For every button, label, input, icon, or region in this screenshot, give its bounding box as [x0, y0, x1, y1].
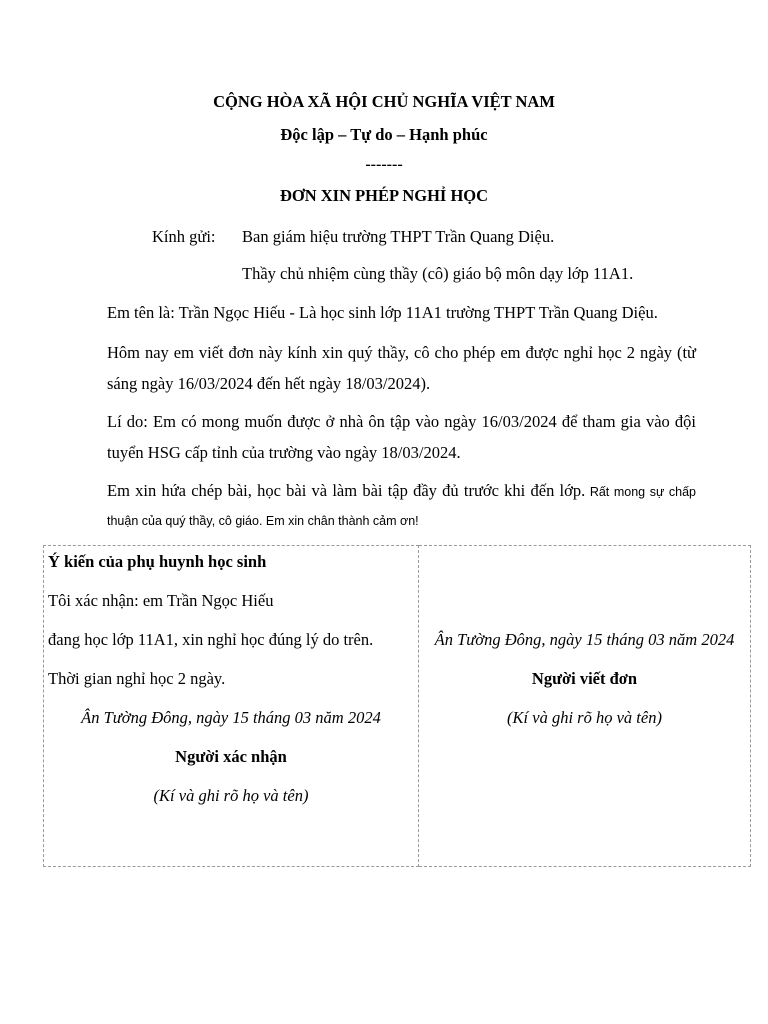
reason-paragraph: Lí do: Em có mong muốn được ở nhà ôn tập vào ngày 16/03/2024 để tham gia vào đội tuyển HSG cấp tỉnh của trường vào ngày 18/03/2024. [107, 412, 696, 462]
parent-sign-note: (Kí và ghi rõ họ và tên) [153, 786, 309, 805]
parent-line-3: Thời gian nghỉ học 2 ngày. [48, 669, 226, 688]
recipient-line-1: Ban giám hiệu trường THPT Trần Quang Diệu. [242, 227, 555, 246]
writer-role: Người viết đơn [531, 669, 638, 688]
promise-paragraph [107, 477, 696, 535]
recipient-label: Kính gửi: [152, 227, 216, 246]
promise-main-text: Em xin hứa chép bài, học bài và làm bài tập đầy đủ trước khi đến lớp. [107, 481, 586, 500]
parent-heading: Ý kiến của phụ huynh học sinh [48, 552, 267, 571]
nation-heading: CỘNG HÒA XÃ HỘI CHỦ NGHĨA VIỆT NAM [213, 92, 555, 111]
separator-line: ------- [365, 156, 403, 173]
request-paragraph: Hôm nay em viết đơn này kính xin quý thầy, cô cho phép em được nghỉ học 2 ngày (từ sáng ngày 16/03/2024 đến hết ngày 18/03/2024). [107, 343, 696, 393]
writer-date: Ân Tường Đông, ngày 15 tháng 03 năm 2024 [434, 630, 735, 649]
promise-tail-text: Rất mong sự chấp thuận của quý thầy, cô giáo. Em xin chân thành cảm ơn! [107, 485, 696, 528]
intro-paragraph: Em tên là: Trần Ngọc Hiếu - Là học sinh lớp 11A1 trường THPT Trần Quang Diệu. [107, 303, 658, 322]
parent-opinion-cell [44, 546, 419, 867]
motto-heading: Độc lập – Tự do – Hạnh phúc [280, 125, 488, 144]
parent-date: Ân Tường Đông, ngày 15 tháng 03 năm 2024 [81, 708, 381, 727]
parent-line-2: đang học lớp 11A1, xin nghỉ học đúng lý do trên. [48, 630, 374, 649]
signature-table [43, 545, 751, 867]
recipient-line-2: Thầy chủ nhiệm cùng thầy (cô) giáo bộ môn dạy lớp 11A1. [242, 264, 634, 283]
writer-sign-note: (Kí và ghi rõ họ và tên) [507, 708, 662, 727]
parent-role: Người xác nhận [175, 747, 287, 766]
writer-cell [419, 546, 751, 867]
document-title: ĐƠN XIN PHÉP NGHỈ HỌC [279, 186, 489, 205]
parent-line-1: Tôi xác nhận: em Trần Ngọc Hiếu [48, 591, 274, 610]
